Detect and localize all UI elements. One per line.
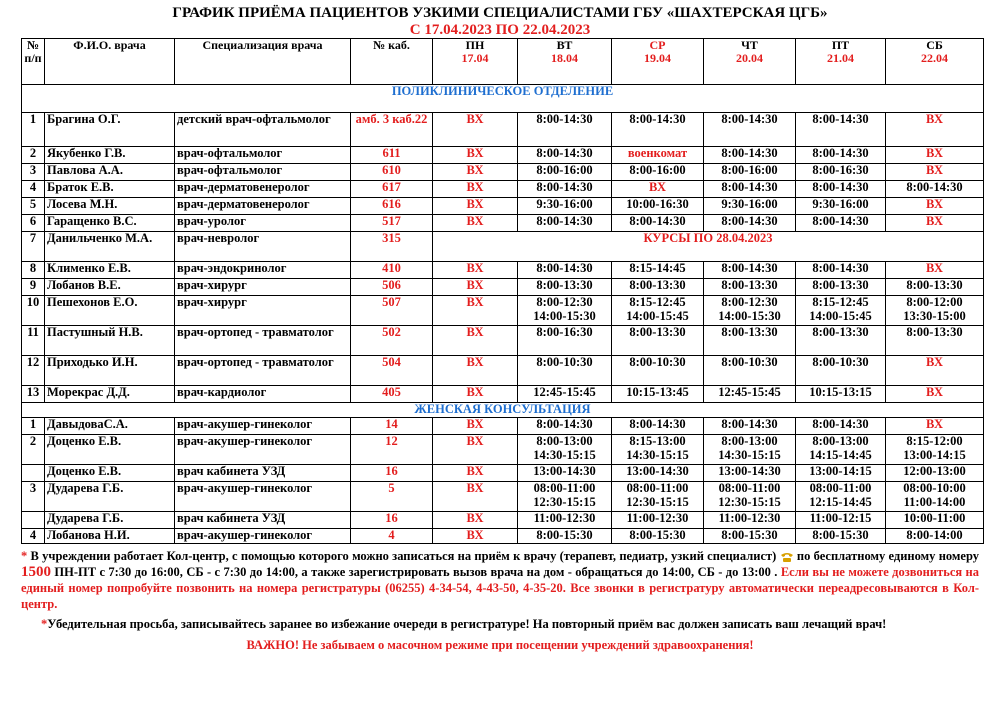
schedule-cell: 8:00-16:00: [518, 164, 612, 181]
schedule-cell: ВХ: [886, 356, 984, 386]
table-row: [22, 356, 984, 386]
schedule-cell: ВХ: [433, 296, 518, 326]
schedule-cell: 8:00-14:30: [704, 262, 796, 279]
doctor-name: Пастушный Н.В.: [45, 326, 175, 356]
row-number: 3: [22, 164, 45, 181]
schedule-cell: 8:00-10:30: [518, 356, 612, 386]
schedule-cell: 8:15-12:45 14:00-15:45: [612, 296, 704, 326]
table-row: [22, 147, 984, 164]
schedule-cell: 10:00-16:30: [612, 198, 704, 215]
col-name: Ф.И.О. врача: [45, 39, 175, 85]
schedule-cell: 8:00-14:30: [518, 215, 612, 232]
row-number: [22, 465, 45, 482]
doctor-specialization: врач-ортопед - травматолог: [175, 356, 351, 386]
schedule-cell: военкомат: [612, 147, 704, 164]
row-number: 4: [22, 181, 45, 198]
room-number: 610: [351, 164, 433, 181]
schedule-cell: 8:00-16:30: [796, 164, 886, 181]
doctor-name: Клименко Е.В.: [45, 262, 175, 279]
room-number: 517: [351, 215, 433, 232]
schedule-cell: ВХ: [433, 181, 518, 198]
schedule-cell: 8:15-14:45: [612, 262, 704, 279]
schedule-cell: 8:00-13:00 14:30-15:15: [518, 435, 612, 465]
schedule-cell: 13:00-14:30: [704, 465, 796, 482]
table-row: [22, 262, 984, 279]
schedule-cell: ВХ: [886, 418, 984, 435]
col-spec: Специализация врача: [175, 39, 351, 85]
schedule-cell: 08:00-11:00 12:30-15:15: [518, 482, 612, 512]
schedule-cell: 8:00-14:30: [612, 113, 704, 147]
schedule-cell: 8:00-13:30: [518, 279, 612, 296]
schedule-cell: ВХ: [433, 465, 518, 482]
schedule-cell: 8:00-14:30: [704, 147, 796, 164]
notes: [21, 548, 979, 632]
schedule-cell: ВХ: [433, 482, 518, 512]
schedule-cell: ВХ: [433, 356, 518, 386]
doctor-name: Морекрас Д.Д.: [45, 386, 175, 403]
schedule-cell: 8:00-13:30: [704, 326, 796, 356]
row-number: 2: [22, 435, 45, 465]
doctor-specialization: врач-офтальмолог: [175, 164, 351, 181]
doctor-specialization: врач-невролог: [175, 232, 351, 262]
doctor-specialization: врач-уролог: [175, 215, 351, 232]
merged-note: КУРСЫ ПО 28.04.2023: [433, 232, 984, 262]
table-row: [22, 465, 984, 482]
schedule-cell: ВХ: [433, 113, 518, 147]
row-number: 4: [22, 529, 45, 544]
doctor-name: Браток Е.В.: [45, 181, 175, 198]
schedule-cell: 12:45-15:45: [518, 386, 612, 403]
doctor-specialization: врач-акушер-гинеколог: [175, 529, 351, 544]
schedule-cell: 8:00-16:00: [612, 164, 704, 181]
schedule-cell: 8:00-14:30: [886, 181, 984, 198]
schedule-cell: 8:00-14:30: [518, 418, 612, 435]
col-day-thu: ЧТ 20.04: [704, 39, 796, 85]
schedule-table: [21, 38, 984, 544]
schedule-cell: 8:00-12:00 13:30-15:00: [886, 296, 984, 326]
schedule-cell: 9:30-16:00: [518, 198, 612, 215]
col-num: № п/п: [22, 39, 45, 85]
schedule-cell: ВХ: [433, 198, 518, 215]
row-number: 7: [22, 232, 45, 262]
room-number: 611: [351, 147, 433, 164]
schedule-cell: ВХ: [433, 512, 518, 529]
schedule-cell: ВХ: [433, 435, 518, 465]
schedule-cell: ВХ: [886, 198, 984, 215]
schedule-cell: ВХ: [433, 529, 518, 544]
schedule-cell: 8:00-10:30: [704, 356, 796, 386]
doctor-specialization: врач-хирург: [175, 296, 351, 326]
row-number: [22, 512, 45, 529]
room-number: 507: [351, 296, 433, 326]
doctor-specialization: врач-офтальмолог: [175, 147, 351, 164]
schedule-cell: ВХ: [433, 326, 518, 356]
table-row: [22, 418, 984, 435]
schedule-cell: 8:00-14:30: [612, 215, 704, 232]
doctor-name: Лобанов В.Е.: [45, 279, 175, 296]
room-number: 12: [351, 435, 433, 465]
schedule-cell: 8:00-14:30: [518, 262, 612, 279]
schedule-cell: 8:00-13:30: [796, 279, 886, 296]
schedule-cell: 8:00-14:00: [886, 529, 984, 544]
doctor-name: Доценко Е.В.: [45, 465, 175, 482]
schedule-cell: 8:00-14:30: [518, 113, 612, 147]
row-number: 1: [22, 113, 45, 147]
schedule-cell: 8:00-13:30: [886, 326, 984, 356]
schedule-cell: 08:00-11:00 12:30-15:15: [704, 482, 796, 512]
schedule-cell: 8:00-14:30: [796, 113, 886, 147]
table-row: [22, 529, 984, 544]
room-number: 16: [351, 512, 433, 529]
doctor-name: Лосева М.Н.: [45, 198, 175, 215]
schedule-cell: 8:00-14:30: [704, 113, 796, 147]
schedule-cell: 8:00-15:30: [704, 529, 796, 544]
schedule-cell: 8:00-14:30: [796, 418, 886, 435]
doctor-name: Доценко Е.В.: [45, 435, 175, 465]
schedule-cell: ВХ: [433, 215, 518, 232]
doctor-name: Брагина О.Г.: [45, 113, 175, 147]
table-row: [22, 164, 984, 181]
doctor-name: Якубенко Г.В.: [45, 147, 175, 164]
doctor-specialization: врач-хирург: [175, 279, 351, 296]
schedule-cell: 9:30-16:00: [796, 198, 886, 215]
schedule-cell: ВХ: [433, 418, 518, 435]
schedule-cell: 8:00-13:00 14:15-14:45: [796, 435, 886, 465]
row-number: 13: [22, 386, 45, 403]
schedule-cell: 8:00-15:30: [518, 529, 612, 544]
schedule-cell: 8:00-14:30: [704, 181, 796, 198]
schedule-cell: 10:15-13:15: [796, 386, 886, 403]
schedule-cell: ВХ: [886, 215, 984, 232]
schedule-cell: ВХ: [433, 386, 518, 403]
schedule-cell: ВХ: [433, 279, 518, 296]
schedule-cell: 11:00-12:30: [612, 512, 704, 529]
schedule-cell: 13:00-14:30: [518, 465, 612, 482]
schedule-cell: ВХ: [886, 113, 984, 147]
schedule-cell: 13:00-14:30: [612, 465, 704, 482]
schedule-cell: ВХ: [433, 262, 518, 279]
doctor-specialization: детский врач-офтальмолог: [175, 113, 351, 147]
room-number: 506: [351, 279, 433, 296]
page-subtitle: С 17.04.2023 ПО 22.04.2023: [409, 22, 591, 38]
row-number: 10: [22, 296, 45, 326]
schedule-cell: 8:00-14:30: [796, 262, 886, 279]
room-number: 410: [351, 262, 433, 279]
schedule-cell: 8:00-13:30: [612, 326, 704, 356]
room-number: 504: [351, 356, 433, 386]
row-number: 12: [22, 356, 45, 386]
room-number: 4: [351, 529, 433, 544]
room-number: 405: [351, 386, 433, 403]
room-number: 616: [351, 198, 433, 215]
schedule-cell: 8:00-16:00: [704, 164, 796, 181]
doctor-name: Данильченко М.А.: [45, 232, 175, 262]
schedule-cell: 10:15-13:45: [612, 386, 704, 403]
doctor-name: Дударева Г.Б.: [45, 512, 175, 529]
schedule-cell: 8:00-14:30: [796, 147, 886, 164]
schedule-cell: ВХ: [886, 164, 984, 181]
schedule-cell: 8:00-14:30: [612, 418, 704, 435]
doctor-specialization: врач кабинета УЗД: [175, 512, 351, 529]
doctor-name: Дударева Г.Б.: [45, 482, 175, 512]
doctor-name: Приходько И.Н.: [45, 356, 175, 386]
note-request: *Убедительная просьба, записывайтесь заранее во избежание очереди в регистратуре! На повторный приём вас должен записать ваш лечащий врач!: [41, 617, 887, 631]
schedule-cell: ВХ: [433, 164, 518, 181]
row-number: 3: [22, 482, 45, 512]
table-row: [22, 296, 984, 326]
schedule-cell: 8:00-14:30: [796, 181, 886, 198]
doctor-specialization: врач-акушер-гинеколог: [175, 435, 351, 465]
schedule-cell: ВХ: [433, 147, 518, 164]
row-number: 2: [22, 147, 45, 164]
schedule-cell: 8:00-10:30: [796, 356, 886, 386]
schedule-cell: ВХ: [886, 386, 984, 403]
row-number: 6: [22, 215, 45, 232]
schedule-cell: 8:00-16:30: [518, 326, 612, 356]
phone-icon: [780, 552, 794, 563]
doctor-specialization: врач-акушер-гинеколог: [175, 482, 351, 512]
schedule-cell: 8:00-13:00 14:30-15:15: [704, 435, 796, 465]
table-row: [22, 482, 984, 512]
doctor-name: Лобанова Н.И.: [45, 529, 175, 544]
room-number: 502: [351, 326, 433, 356]
schedule-cell: 8:00-13:30: [612, 279, 704, 296]
schedule-cell: 8:15-12:00 13:00-14:15: [886, 435, 984, 465]
schedule-cell: 9:30-16:00: [704, 198, 796, 215]
table-row: [22, 181, 984, 198]
table-row: [22, 279, 984, 296]
table-row: [22, 326, 984, 356]
room-number: 14: [351, 418, 433, 435]
schedule-cell: ВХ: [886, 147, 984, 164]
room-number: амб. 3 каб.22: [351, 113, 433, 147]
col-room: № каб.: [351, 39, 433, 85]
doctor-specialization: врач-дерматовенеролог: [175, 198, 351, 215]
doctor-name: Павлова А.А.: [45, 164, 175, 181]
schedule-cell: 8:00-15:30: [612, 529, 704, 544]
row-number: 1: [22, 418, 45, 435]
doctor-specialization: врач-эндокринолог: [175, 262, 351, 279]
schedule-cell: 10:00-11:00: [886, 512, 984, 529]
doctor-specialization: врач-акушер-гинеколог: [175, 418, 351, 435]
mask-warning: ВАЖНО! Не забываем о масочном режиме при посещении учреждений здравоохранения!: [246, 638, 754, 652]
schedule-cell: 12:00-13:00: [886, 465, 984, 482]
note-callcenter: * В учреждении работает Кол-центр, с помощью которого можно записаться на приём к врачу (терапевт, педиатр, узкий специалист) по бесплатному единому номеру 1500 ПН-ПТ с 7:30 до 16:00, СБ - с 7:30 до 14:00, а также зарегистрировать вызов врача на дом - обращаться до 14:00, СБ - до 13:00 . Если вы не можете дозвониться на единый номер попробуйте позвонить на номера регистратуры (06255) 4-34-54, 4-43-50, 4-35-20. Все звонки в регистратуру автоматически переадресовываются в Кол-центр.: [21, 549, 980, 611]
schedule-cell: 11:00-12:30: [518, 512, 612, 529]
row-number: 11: [22, 326, 45, 356]
col-day-tue: ВТ 18.04: [518, 39, 612, 85]
room-number: 16: [351, 465, 433, 482]
schedule-cell: 8:00-14:30: [518, 147, 612, 164]
doctor-name: Гаращенко В.С.: [45, 215, 175, 232]
schedule-cell: 8:00-14:30: [704, 418, 796, 435]
schedule-cell: 8:00-10:30: [612, 356, 704, 386]
room-number: 315: [351, 232, 433, 262]
schedule-cell: 8:00-13:30: [704, 279, 796, 296]
schedule-cell: 8:00-13:30: [886, 279, 984, 296]
schedule-cell: ВХ: [886, 262, 984, 279]
col-day-sat: СБ 22.04: [886, 39, 984, 85]
doctor-specialization: врач-дерматовенеролог: [175, 181, 351, 198]
table-row: [22, 386, 984, 403]
table-row: [22, 215, 984, 232]
table-row: [22, 198, 984, 215]
col-day-mon: ПН 17.04: [433, 39, 518, 85]
schedule-cell: 11:00-12:30: [704, 512, 796, 529]
doctor-specialization: врач-кардиолог: [175, 386, 351, 403]
schedule-cell: 08:00-10:00 11:00-14:00: [886, 482, 984, 512]
table-row: [22, 113, 984, 147]
table-row: [22, 232, 984, 262]
schedule-cell: 8:00-14:30: [518, 181, 612, 198]
section-title: ЖЕНСКАЯ КОНСУЛЬТАЦИЯ: [22, 403, 984, 418]
schedule-cell: 8:00-12:30 14:00-15:30: [518, 296, 612, 326]
schedule-cell: 08:00-11:00 12:15-14:45: [796, 482, 886, 512]
section-row: [22, 85, 984, 113]
room-number: 617: [351, 181, 433, 198]
table-row: [22, 435, 984, 465]
doctor-name: ДавыдоваС.А.: [45, 418, 175, 435]
schedule-cell: 8:00-13:30: [796, 326, 886, 356]
schedule-cell: 12:45-15:45: [704, 386, 796, 403]
col-day-fri: ПТ 21.04: [796, 39, 886, 85]
schedule-cell: 8:00-12:30 14:00-15:30: [704, 296, 796, 326]
header-row: [22, 39, 984, 85]
page-title: ГРАФИК ПРИЁМА ПАЦИЕНТОВ УЗКИМИ СПЕЦИАЛИСТАМИ ГБУ «ШАХТЕРСКАЯ ЦГБ»: [172, 5, 828, 21]
room-number: 5: [351, 482, 433, 512]
schedule-cell: 8:00-14:30: [796, 215, 886, 232]
schedule-cell: 13:00-14:15: [796, 465, 886, 482]
schedule-cell: 08:00-11:00 12:30-15:15: [612, 482, 704, 512]
col-day-wed: СР 19.04: [612, 39, 704, 85]
row-number: 5: [22, 198, 45, 215]
schedule-cell: 8:15-13:00 14:30-15:15: [612, 435, 704, 465]
schedule-cell: 8:00-15:30: [796, 529, 886, 544]
section-row: [22, 403, 984, 418]
row-number: 8: [22, 262, 45, 279]
table-row: [22, 512, 984, 529]
section-title: ПОЛИКЛИНИЧЕСКОЕ ОТДЕЛЕНИЕ: [22, 85, 984, 113]
schedule-cell: ВХ: [612, 181, 704, 198]
schedule-cell: 11:00-12:15: [796, 512, 886, 529]
doctor-specialization: врач-ортопед - травматолог: [175, 326, 351, 356]
doctor-specialization: врач кабинета УЗД: [175, 465, 351, 482]
schedule-cell: 8:15-12:45 14:00-15:45: [796, 296, 886, 326]
schedule-cell: 8:00-14:30: [704, 215, 796, 232]
row-number: 9: [22, 279, 45, 296]
doctor-name: Пешехонов Е.О.: [45, 296, 175, 326]
